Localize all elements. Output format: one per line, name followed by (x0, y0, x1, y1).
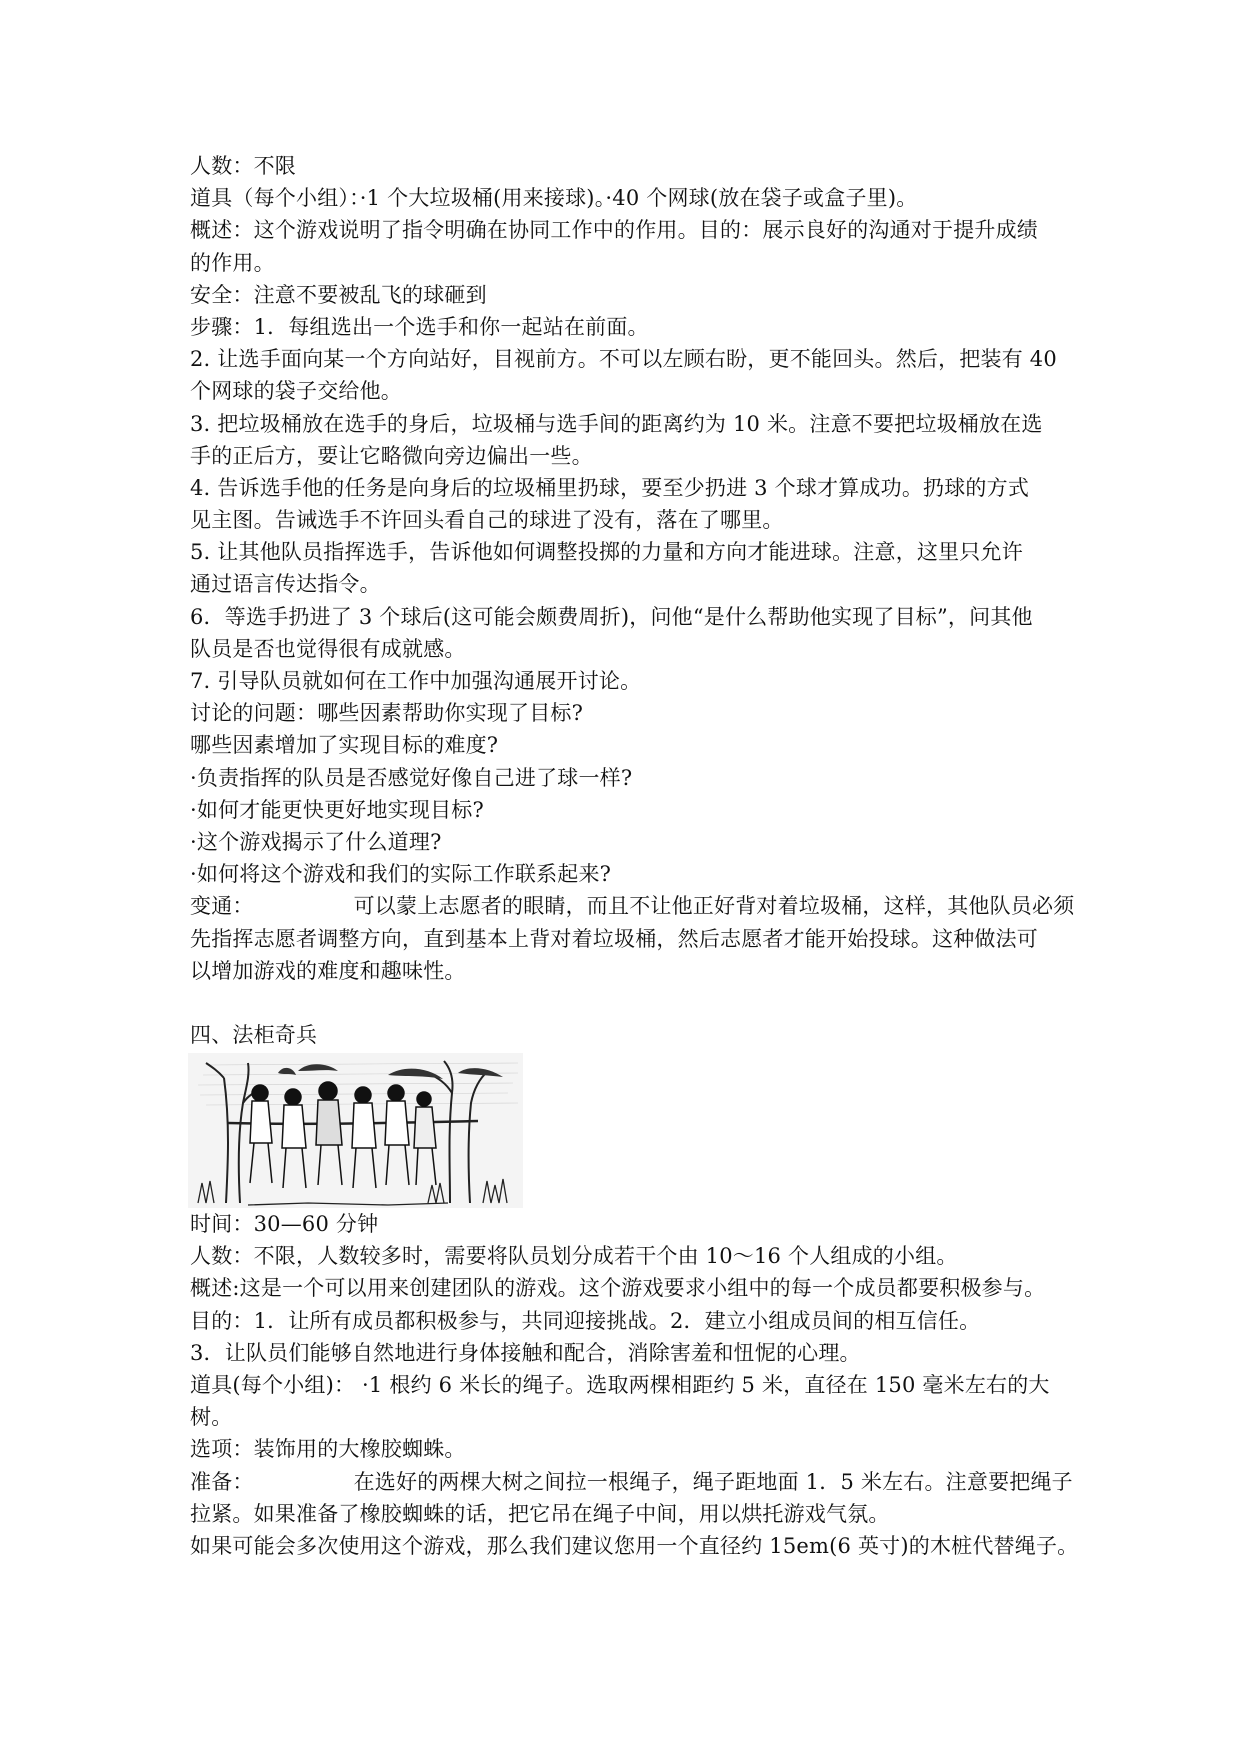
text-line: 时间：30—60 分钟 (190, 1212, 379, 1237)
text-line: 选项：装饰用的大橡胶蜘蛛。 (190, 1437, 466, 1462)
paragraph-gap (190, 987, 1070, 1019)
variation-label: 变通： (190, 894, 254, 919)
text-line: 的作用。 (190, 250, 275, 275)
text-line: 个网球的袋子交给他。 (190, 379, 402, 404)
variation-line (190, 890, 1075, 922)
text-line: 先指挥志愿者调整方向，直到基本上背对着垃圾桶，然后志愿者才能开始投球。这种做法可 (190, 926, 1038, 951)
text-line: 6．等选手扔进了 3 个球后(这可能会颇费周折)，问他“是什么帮助他实现了目标”，问其他 (190, 604, 1033, 629)
prep-text: 在选好的两棵大树之间拉一根绳子，绳子距地面 1．5 米左右。注意要把绳子 (353, 1469, 1073, 1494)
text-line: 概述：这个游戏说明了指令明确在协同工作中的作用。目的：展示良好的沟通对于提升成绩 (190, 218, 1038, 243)
text-line: 通过语言传达指令。 (190, 572, 381, 597)
text-line: 拉紧。如果准备了橡胶蜘蛛的话，把它吊在绳子中间，用以烘托游戏气氛。 (190, 1501, 890, 1526)
text-line: 目的：1．让所有成员都积极参与，共同迎接挑战。2．建立小组成员间的相互信任。 (190, 1308, 981, 1333)
text-line: 队员是否也觉得很有成就感。 (190, 636, 466, 661)
text-line: 5. 让其他队员指挥选手，告诉他如何调整投掷的力量和方向才能进球。注意，这里只允许 (190, 540, 1023, 565)
text-line: 7. 引导队员就如何在工作中加强沟通展开讨论。 (190, 669, 642, 693)
text-line: 3. 把垃圾桶放在选手的身后，垃圾桶与选手间的距离约为 10 米。注意不要把垃圾桶放在选 (190, 411, 1043, 436)
text-line: 以增加游戏的难度和趣味性。 (190, 958, 466, 983)
text-line: ·如何才能更快更好地实现目标? (190, 797, 484, 822)
text-line: 概述:这是一个可以用来创建团队的游戏。这个游戏要求小组中的每一个成员都要积极参与。 (190, 1276, 1046, 1301)
text-line: ·如何将这个游戏和我们的实际工作联系起来? (190, 862, 612, 887)
document-body (190, 150, 1079, 1562)
text-line: 步骤：1．每组选出一个选手和你一起站在前面。 (190, 314, 649, 339)
text-line: 哪些因素增加了实现目标的难度? (190, 733, 499, 758)
text-line: 手的正后方，要让它略微向旁边偏出一些。 (190, 443, 593, 468)
text-line: 树。 (190, 1405, 233, 1430)
team-rope-illustration (188, 1053, 523, 1208)
text-line: 安全：注意不要被乱飞的球砸到 (190, 282, 487, 307)
text-line: 讨论的问题：哪些因素帮助你实现了目标? (190, 701, 584, 726)
prep-label: 准备： (190, 1469, 254, 1494)
prep-line (190, 1466, 1073, 1498)
text-line: 2. 让选手面向某一个方向站好，目视前方。不可以左顾右盼，更不能回头。然后，把装有 40 (190, 347, 1057, 372)
text-line: 3．让队员们能够自然地进行身体接触和配合，消除害羞和忸怩的心理。 (190, 1340, 861, 1365)
variation-text: 可以蒙上志愿者的眼睛，而且不让他正好背对着垃圾桶，这样，其他队员必须 (353, 894, 1075, 919)
text-line: 4. 告诉选手他的任务是向身后的垃圾桶里扔球，要至少扔进 3 个球才算成功。扔球的方式 (190, 475, 1030, 500)
text-line: 人数：不限，人数较多时，需要将队员划分成若干个由 10～16 个人组成的小组。 (190, 1244, 958, 1269)
text-line: 人数：不限 (190, 154, 296, 178)
text-line: 见主图。告诫选手不许回头看自己的球进了没有，落在了哪里。 (190, 508, 784, 533)
text-line: ·这个游戏揭示了什么道理? (190, 829, 442, 854)
text-line: 如果可能会多次使用这个游戏，那么我们建议您用一个直径约 15em(6 英寸)的木桩代替绳子。 (190, 1533, 1079, 1558)
text-line: 道具（每个小组）：·1 个大垃圾桶(用来接球)。·40 个网球(放在袋子或盒子里)。 (190, 186, 918, 211)
text-line: 道具(每个小组)： ·1 根约 6 米长的绳子。选取两棵相距约 5 米，直径在 150 毫米左右的大 (190, 1373, 1050, 1397)
text-line: ·负责指挥的队员是否感觉好像自己进了球一样? (190, 765, 633, 790)
section-title: 四、法柜奇兵 (190, 1022, 318, 1047)
